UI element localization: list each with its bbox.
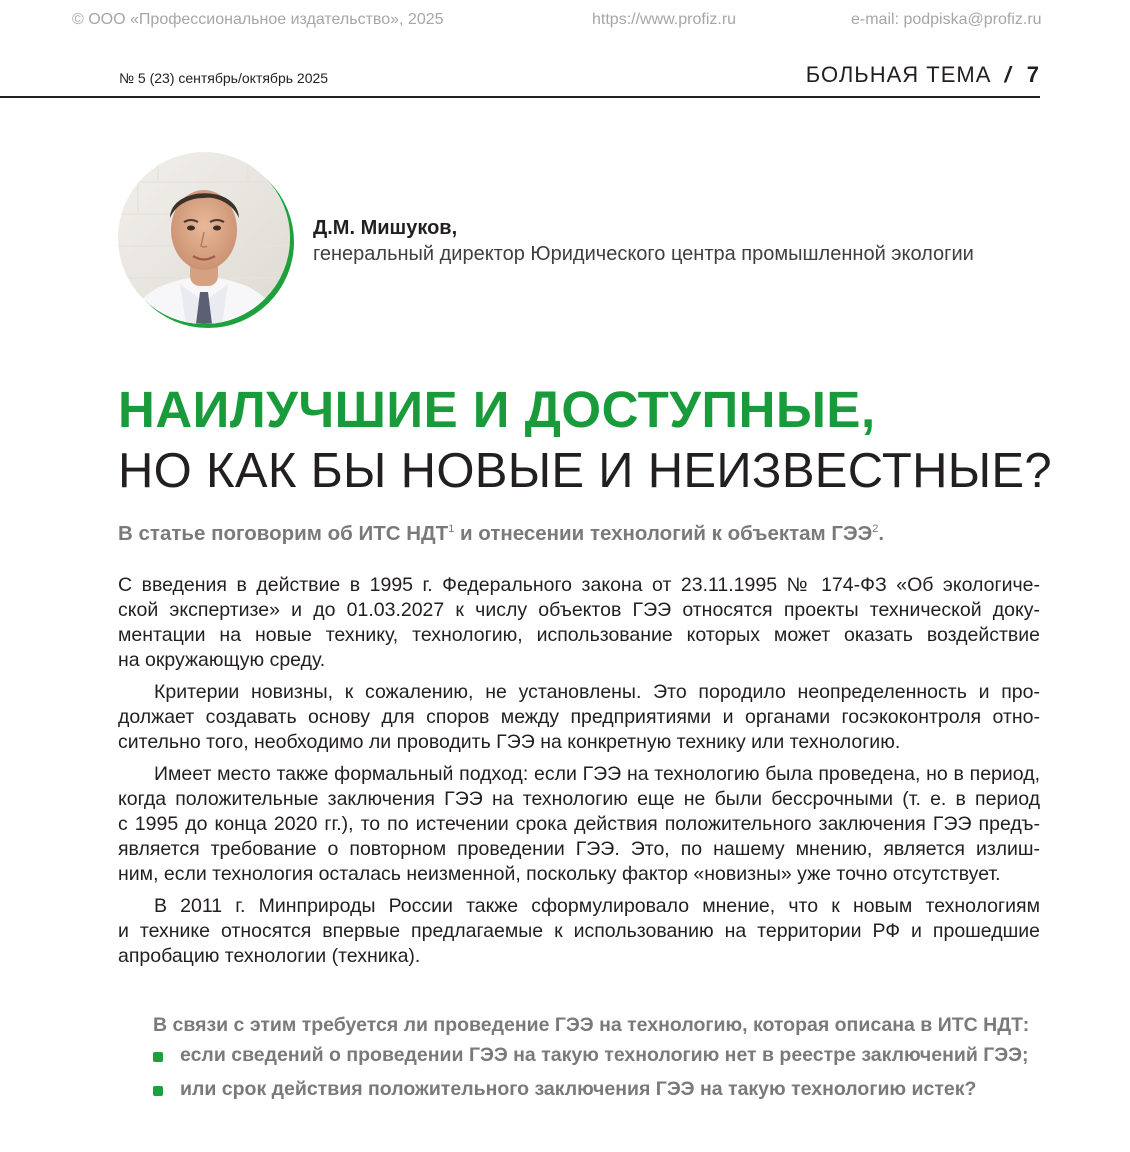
question-text: В связи с этим требуется ли проведение ГЭЭ на технологию, которая описана в ИТС НДТ: — [153, 1014, 1030, 1036]
text-line: с 1995 до конца 2020 гг.), то по истечении срока действия положительного заключения ГЭЭ предъ- — [118, 813, 1040, 835]
text-line: ской экспертизе» и до 01.03.2027 к числу объектов ГЭЭ относятся проекты технической доку- — [118, 599, 1040, 621]
list-item-text: или срок действия положительного заключения ГЭЭ на такую технологию истек? — [180, 1078, 977, 1100]
article-body — [118, 573, 1040, 976]
paragraph — [118, 762, 1040, 887]
lead-text-3: . — [878, 522, 885, 545]
text-line: сительно того, необходимо ли проводить ГЭЭ на конкретную технику или технологию. — [118, 731, 901, 753]
header-rule — [0, 96, 1040, 98]
list-item-text: если сведений о проведении ГЭЭ на такую технологию нет в реестре заключений ГЭЭ; — [180, 1044, 1029, 1066]
copyright-text: © ООО «Профессиональное издательство», 2025 — [72, 11, 444, 28]
text-line: ментации на новые технику, технологию, использование которых может оказать воздействие — [118, 624, 1040, 646]
lead-text-2: и отнесении технологий к объектам ГЭЭ — [454, 522, 873, 545]
site-url-link[interactable]: https://www.profiz.ru — [592, 11, 737, 28]
section-header — [806, 62, 1040, 88]
bullet-square-icon — [153, 1052, 163, 1062]
text-line: является требование о повторном проведении ГЭЭ. Это, по нашему мнению, является излиш- — [118, 838, 1040, 860]
text-line: С введения в действие в 1995 г. Федерального закона от 23.11.1995 № 174-ФЗ «Об экологиче- — [118, 574, 1040, 596]
email-link[interactable]: e-mail: podpiska@profiz.ru — [851, 11, 1042, 28]
title-line-1: НАИЛУЧШИЕ И ДОСТУПНЫЕ, — [118, 381, 876, 438]
footnote-ref-2[interactable]: 2 — [872, 523, 879, 535]
title-line-2: НО КАК БЫ НОВЫЕ И НЕИЗВЕСТНЫЕ? — [118, 444, 1052, 498]
paragraph — [118, 894, 1040, 969]
text-line: на окружающую среду. — [118, 649, 326, 671]
text-line: апробацию технологии (техника). — [118, 945, 421, 967]
author-portrait-image — [118, 152, 290, 324]
article-title — [118, 380, 1052, 502]
author-photo — [118, 152, 290, 324]
text-line: ним, если технология осталась неизменной, поскольку фактор «новизны» уже точно отсутствует. — [118, 863, 1001, 885]
paragraph — [118, 680, 1040, 755]
text-line: В 2011 г. Минприроды России также сформулировало мнение, что к новым технологиям — [154, 895, 1040, 917]
lead-text-1: В статье поговорим об ИТС НДТ — [118, 522, 449, 545]
section-separator: / — [1004, 62, 1012, 87]
bullet-square-icon — [153, 1086, 163, 1096]
author-role: генеральный директор Юридического центра промышленной экологии — [313, 243, 974, 265]
author-name: Д.М. Мишуков, — [313, 217, 458, 239]
author-block — [313, 215, 974, 267]
page-number: 7 — [1026, 62, 1040, 87]
article-lead — [118, 522, 884, 546]
text-line: Критерии новизны, к сожалению, не установлены. Это породило неопределенность и про- — [154, 681, 1040, 703]
section-name: БОЛЬНАЯ ТЕМА — [805, 62, 992, 87]
paragraph — [118, 573, 1040, 673]
text-line: Имеет место также формальный подход: если ГЭЭ на технологию была проведена, но в период, — [154, 763, 1040, 785]
text-line: должает создавать основу для споров между предприятиями и органами госэкоконтроля отно- — [118, 706, 1040, 728]
text-line: и технике относятся впервые предлагаемые к использованию на территории РФ и прошедшие — [118, 920, 1040, 942]
footnote-ref-1[interactable]: 1 — [448, 523, 455, 535]
top-info-line — [0, 11, 1130, 31]
text-line: когда положительные заключения ГЭЭ на технологию еще не были бессрочными (т. е. в период — [118, 788, 1040, 810]
issue-info: № 5 (23) сентябрь/октябрь 2025 — [119, 70, 329, 86]
